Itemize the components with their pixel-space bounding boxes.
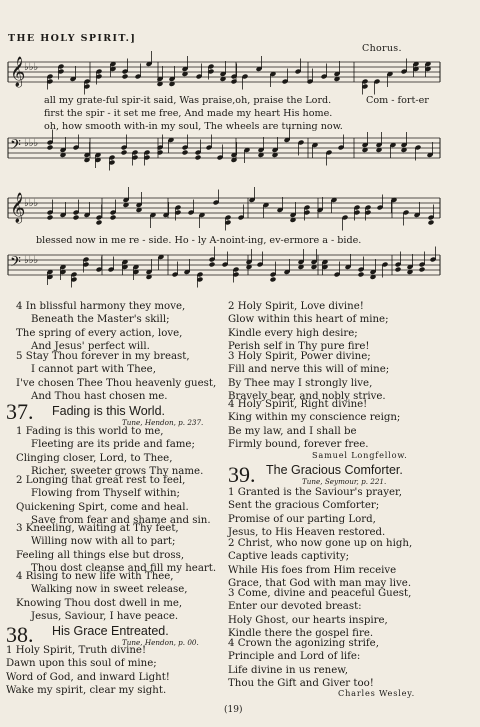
hymn-39-stanza-2: 2 Christ, who now gone up on high, Captive leads captivity; While His foes from Him receive Grace, that God with man may live. (228, 538, 413, 590)
hymn-38-tune: Tune, Hendon, p. 00. (122, 638, 199, 647)
hymn-39-number: 39. (228, 462, 256, 487)
svg-text:♭♭♭: ♭♭♭ (24, 138, 39, 149)
svg-text:♭♭♭: ♭♭♭ (24, 62, 39, 73)
hymn-37-tune: Tune, Hendon, p. 237. (122, 418, 204, 427)
lyrics-line-1-chorus: Com - fort-er (366, 95, 429, 106)
music-score (0, 0, 480, 300)
hymn-39-stanza-1: 1 Granted is the Saviour's prayer, Sent the gracious Comforter; Promise of our parting Lord, Jesus, to His Heaven restored. (228, 487, 403, 539)
right-stanza-4: 4 Holy Spirit, Right divine! King within my conscience reign; Be my law, and I shall be Firmly bound, forever free. (228, 399, 401, 451)
lyrics-line-1: all my grate-ful spir-it said, Was praise,oh, praise the Lord. (44, 95, 332, 106)
hymn-39-stanza-4: 4 Crown the agonizing strife, Principle and Lord of life: Life divine in us renew, Thou the Gift and Giver too! (228, 638, 379, 690)
hymn-37-title: Fading is this World. (52, 404, 166, 418)
page-number: (19) (224, 705, 243, 715)
hymn-39-tune: Tune, Seymour, p. 221. (302, 477, 387, 486)
hymn-37-stanza-2: 2 Longing that great rest to feel, Flowing from Thyself within; Quickening Spirt, come and heal. Save from fear and shame and sin. (16, 475, 211, 527)
hymn-39-stanza-3: 3 Come, divine and peaceful Guest, Enter our devoted breast: Holy Ghost, our hearts inspire, Kindle there the gospel fire. (228, 588, 412, 640)
hymn-37-number: 37. (6, 399, 34, 424)
right-stanza-2: 2 Holy Spirit, Love divine! Glow within this heart of mine; Kindle every high desire; Perish self in Thy pure fire! (228, 301, 389, 353)
lyrics-line-4: blessed now in me re - side. Ho - ly A-noint-ing, ev-ermore a - bide. (36, 235, 362, 246)
right-stanza-3: 3 Holy Spirit, Power divine; Fill and nerve this will of mine; By Thee may I strongly live, Bravely bear, and nobly strive. (228, 351, 390, 403)
lyrics-line-3: oh, how smooth with-in my soul, The wheels are turning now. (44, 121, 343, 132)
svg-text:𝄢: 𝄢 (10, 254, 21, 274)
svg-text:𝄢: 𝄢 (10, 137, 21, 157)
hymn-37-stanza-1: 1 Fading is this world to me, Fleeting are its pride and fame; Clinging closer, Lord, to Thee, Richer, sweeter grows Thy name. (16, 426, 204, 478)
hymn-37-stanza-3: 3 Kneeling, waiting at Thy feet, Willing now with all to part; Feeling all things else but dross, Thou dost cleanse and fill my heart. (16, 523, 217, 575)
left-stanza-4: 4 In blissful harmony they move, Beneath the Master's skill; The spring of every action, love, And Jesus' perfect will. (16, 301, 186, 353)
svg-text:𝄞: 𝄞 (10, 193, 26, 223)
chorus-label: Chorus. (362, 43, 402, 54)
left-stanza-5: 5 Stay Thou forever in my breast, I cannot part with Thee, I've chosen Thee Thou heavenly guest, And Thou hast chosen me. (16, 351, 217, 403)
hymn-38-title: His Grace Entreated. (52, 624, 169, 638)
running-head: THE HOLY SPIRIT.] (8, 33, 137, 44)
hymn-38-stanza-1: 1 Holy Spirit, Truth divine! Dawn upon this soul of mine; Word of God, and inward Light! Wake my spirit, clear my sight. (6, 645, 170, 697)
hymn-39-title: The Gracious Comforter. (266, 463, 403, 477)
svg-text:𝄞: 𝄞 (10, 57, 26, 87)
hymn-37-stanza-4: 4 Rising to new life with Thee, Walking now in sweet release, Knowing Thou dost dwell in me, Jesus, Saviour, I have peace. (16, 571, 188, 623)
signature-wesley: Charles Wesley. (338, 688, 415, 698)
hymn-38-number: 38. (6, 622, 34, 647)
lyrics-line-2: first the spir - it set me free, And made my heart His home. (44, 108, 333, 119)
signature-longfellow: Samuel Longfellow. (312, 450, 408, 460)
svg-text:♭♭♭: ♭♭♭ (24, 255, 39, 266)
svg-text:♭♭♭: ♭♭♭ (24, 198, 39, 209)
